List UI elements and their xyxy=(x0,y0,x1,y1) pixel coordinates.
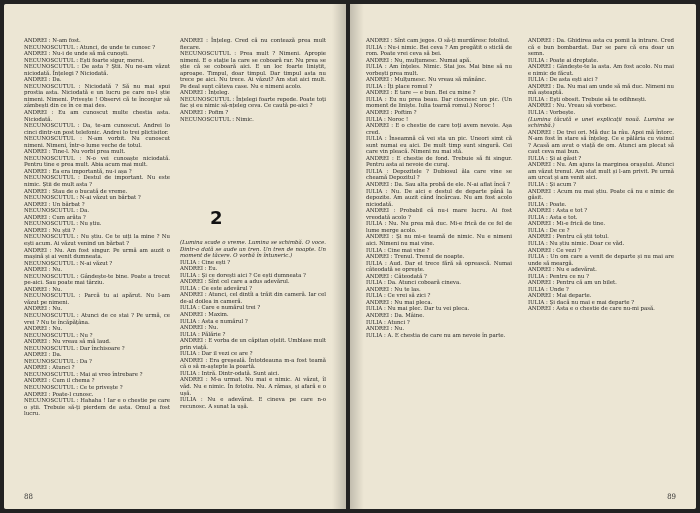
dialogue-line: IULIA : Și dacă nu mai e mai departe ? xyxy=(528,299,635,306)
dialogue-line: IULIA : Nu. De aici e destul de departe până la depozite. Am auzit când încărcau. Nu am fost acolo niciodată. xyxy=(366,188,512,208)
dialogue-line: IULIA : Pălărie ? xyxy=(180,331,226,338)
gutter-shadow xyxy=(332,4,346,509)
dialogue-line: IULIA : Dar il vezi ce are ? xyxy=(180,351,253,358)
dialogue-line: ANDREI : Pentru că am un bilet. xyxy=(528,280,617,287)
dialogue-line: NECUNOSCUTUL : Hahaha ! Iar e o chestie pe care o știi. Trebuie să-ți pierdem de asta. Omul a fost lucru. xyxy=(24,398,170,418)
dialogue-line: ANDREI : Stau de o bucată de vreme. xyxy=(24,188,128,195)
dialogue-line: NECUNOSCUTUL : Nu știu. Ce te uiți la mine ? Nu ești acum. Ai văzut venind un bărbat ? xyxy=(24,234,170,247)
dialogue-line: IULIA : Unde ? xyxy=(528,286,569,293)
dialogue-line: ANDREI : Asta e tot ? xyxy=(528,208,588,215)
dialogue-line: ANDREI : Nu mai pleca. xyxy=(366,299,433,306)
left-page xyxy=(4,4,346,509)
dialogue-line: NECUNOSCUTUL : Atunci, de unde te cunosc ? xyxy=(24,44,156,51)
dialogue-line: ANDREI : Nu, mulțumesc. Numai apă. xyxy=(366,57,471,64)
dialogue-line: ANDREI : Nu te las. xyxy=(366,286,421,293)
dialogue-line: NECUNOSCUTUL : Dar închisoare ? xyxy=(24,345,125,352)
dialogue-line: ANDREI : Eu am cunoscut multe chestia asta. Niciodată. xyxy=(24,110,170,123)
dialogue-line: ANDREI : M-a urmat. Nu mai e nimic. Ai văzut, îl văd. Nu e nimic. În fotoliu. Nu. A rămas, și afară e o ușă. xyxy=(180,377,326,397)
dialogue-line: ANDREI : Era greșeală. Întotdeauna m-a fost teamă că o să m-aștepte la poartă. xyxy=(180,357,326,371)
dialogue-line: ANDREI : Un bărbat ? xyxy=(24,201,85,208)
dialogue-line: NECUNOSCUTUL : De asta ? Știi. Nu ne-am văzut niciodată. Înțelegi ? Niciodată. xyxy=(24,64,170,77)
left-page-column-1 xyxy=(24,38,170,418)
dialogue-line: IULIA : Poate. xyxy=(528,201,567,208)
dialogue-line: NECUNOSCUTUL : Mai ai vreo întrebare ? xyxy=(24,371,143,378)
dialogue-line: IULIA : Asta e tot. xyxy=(528,214,578,221)
dialogue-line: NECUNOSCUTUL : Destul de important. Nu este nimic. Știi de mult asta ? xyxy=(24,175,170,189)
dialogue-line: IULIA : Care e numărul trei ? xyxy=(180,305,261,312)
dialogue-line: NECUNOSCUTUL : Prea mult ? Nimeni. Apropie nimeni. E o stație la care se coboară rar. Nu prea se știe că se coboară aici. E un loc foarte liniștit, aproape. Timpul, doar timpul. Dar timpul asta nu trece pe aici. Nu trece. Ai văzut? Am stat aici mult. Pe deal sunt câteva case. Nu e nimeni acolo. xyxy=(180,51,326,90)
dialogue-line: ANDREI : Nu știi ? xyxy=(24,227,76,234)
dialogue-line: IULIA : A. E chestia de care nu am nevoie în parte. xyxy=(366,332,506,339)
dialogue-line: ANDREI : Da. Sau alta probă de ele. N-ai aflat încă ? xyxy=(366,182,511,189)
dialogue-line: NECUNOSCUTUL : Ce te privește ? xyxy=(24,384,123,391)
dialogue-line: ANDREI : Nu. xyxy=(24,267,63,274)
right-page xyxy=(350,4,696,509)
left-page-act-column xyxy=(180,240,326,410)
dialogue-line: NECUNOSCUTUL : Ești foarte sigur, mersi. xyxy=(24,57,145,64)
dialogue-line: IULIA : De asta ești aici ? xyxy=(528,77,598,84)
dialogue-line: IULIA : Atunci ? xyxy=(366,319,410,326)
dialogue-line: NECUNOSCUTUL : Parcă tu ai apărut. Nu l-am văzut pe nimeni. xyxy=(24,293,170,306)
gutter-shadow xyxy=(350,4,364,509)
dialogue-line: IULIA : Nu știu nimic. Doar ce văd. xyxy=(528,240,625,247)
dialogue-line: IULIA : Noroc ! xyxy=(366,116,409,123)
dialogue-line: ANDREI : Pentru că știi totul. xyxy=(528,234,609,241)
page-number-right: 89 xyxy=(667,493,676,501)
dialogue-line: NECUNOSCUTUL : Da ? xyxy=(24,358,92,365)
dialogue-line: ANDREI : Probabil că nu-i mare lucru. Ai fost vreodată acolo ? xyxy=(366,208,512,221)
dialogue-line: ANDREI : Gândește-te la asta. Am fost acolo. Nu mai e nimic de făcut. xyxy=(528,64,674,77)
dialogue-line: IULIA : Asta e numărul ? xyxy=(180,318,248,325)
dialogue-line: IULIA : Aud. Dar el trece fără să oprească. Numai câteodată se oprește. xyxy=(366,260,512,274)
dialogue-line: ANDREI : Atunci ? xyxy=(24,365,75,372)
dialogue-line: IULIA : Da. Atunci coboară cineva. xyxy=(366,280,461,287)
dialogue-line: ANDREI : Atunci, cel dintîi a trăit din cameră. Iar cel de-al doilea in cameră. xyxy=(180,292,326,305)
dialogue-line: ANDREI : Sînt cel care a adus adevărul. xyxy=(180,279,290,286)
dialogue-line: ANDREI : Acum nu mai știu. Poate că nu e nimic de găsit. xyxy=(528,188,674,202)
dialogue-line: ANDREI : Nu. Vreau să vorbesc. xyxy=(528,103,617,110)
dialogue-line: ANDREI : Da. xyxy=(24,352,62,359)
dialogue-line: IULIA : Am înțeles. Nimic. Stai jos. Mai bine să nu vorbești prea mult. xyxy=(366,64,512,77)
dialogue-line: ANDREI : Înțeleg. Cred că nu contează prea mult fiecare. xyxy=(180,38,326,51)
dialogue-line: NECUNOSCUTUL : Nimic. xyxy=(180,116,254,123)
dialogue-line: IULIA : Ce vrei să zici ? xyxy=(366,293,431,300)
dialogue-line: ANDREI : Sînt cam jegos. O să-ți murdăresc fotoliul. xyxy=(366,38,510,44)
dialogue-line: IULIA : Și ai găsit ? xyxy=(528,155,582,162)
dialogue-line: ANDREI : Tine-l. Nu vorbi prea mult. xyxy=(24,149,126,156)
dialogue-line: IULIA : Pentru ce nu ? xyxy=(528,273,589,280)
dialogue-line: IULIA : Și acum ? xyxy=(528,182,577,189)
dialogue-line: ANDREI : Cum il chema ? xyxy=(24,378,95,385)
page-number-left: 88 xyxy=(24,493,33,501)
dialogue-line: (Lumina tăcută e unei explicații nouă. Lumina se schimbă.) xyxy=(528,116,674,130)
dialogue-line: ANDREI : Înțeleg. xyxy=(180,90,230,97)
dialogue-line: ANDREI : Nu vreau să mă laud. xyxy=(24,339,111,346)
dialogue-line: IULIA : Poate ai dreptate. xyxy=(528,57,599,64)
dialogue-line: IULIA : Eu nu prea beau. Dar ciocnesc un pic. (Un moment de liniște. Iulia toarnă romul.) Noroc ! xyxy=(366,96,512,110)
left-page-column-2 xyxy=(180,38,326,123)
dialogue-line: NECUNOSCUTUL : N-ai văzut ? xyxy=(24,260,113,267)
dialogue-line: IULIA : Înseamnă că vei sta un pic. Uneori simt că sunt numai eu aici. De mult timp sunt singură. Cei care vin pleacă. Nimeni nu mai stă. xyxy=(366,136,512,156)
dialogue-line: (Lumina scade o vreme. Lumina se schimbă. O voce. Dintr-o dată se aude un tren. Un tren de noapte. Un moment de tăcere. O vorbă în întuneric.) xyxy=(180,240,326,260)
dialogue-line: ANDREI : Nu e adevărat. xyxy=(528,267,597,274)
dialogue-line: ANDREI : Maxim. xyxy=(180,312,229,319)
dialogue-line: ANDREI : Ce vezi ? xyxy=(528,247,581,254)
dialogue-line: IULIA : Îți place romul ? xyxy=(366,83,433,90)
dialogue-line: ANDREI : Nu. xyxy=(366,326,405,333)
dialogue-line: NECUNOSCUTUL : N-am vorbit. Nu cunoscut nimeni. Nimeni, într-o lume veche de totul. xyxy=(24,136,170,149)
dialogue-line: ANDREI : Eu. xyxy=(180,266,218,273)
dialogue-line: IULIA : Vorbește. xyxy=(528,110,576,117)
right-page-column-2 xyxy=(528,38,674,313)
dialogue-line: ANDREI : Mulțumesc. Nu vreau să mănânc. xyxy=(366,77,487,84)
dialogue-line: ANDREI : Mi-e frică de tine. xyxy=(528,221,606,228)
dialogue-line: ANDREI : Da. Mâine. xyxy=(366,312,425,319)
dialogue-line: ANDREI : N-am fost. xyxy=(24,38,81,44)
dialogue-line: ANDREI : Nu. xyxy=(24,286,63,293)
dialogue-line: IULIA : Un om care a venit de departe și nu mai are unde să meargă. xyxy=(528,254,674,267)
dialogue-line: NECUNOSCUTUL : Înțelegi foarte repede. Poate toți fac și eu nimic să-nțeleg ceva. Ce caută pe-aici ? xyxy=(180,96,326,110)
dialogue-line: ANDREI : Trenul. Trenul de noapte. xyxy=(366,254,465,261)
dialogue-line: ANDREI : Cum arăta ? xyxy=(24,214,86,221)
dialogue-line: IULIA : Depozitele ? Dubiosul ăla care vine se cheamă Depozitul ? xyxy=(366,168,512,182)
dialogue-line: IULIA : Cine ești ? xyxy=(180,259,231,266)
dialogue-line: ANDREI : Nu. xyxy=(24,306,63,313)
dialogue-line: ANDREI : Poftim ? xyxy=(366,110,417,117)
right-page-column-1 xyxy=(366,38,512,339)
dialogue-line: ANDREI : Poate-l cunosc. xyxy=(24,391,94,398)
dialogue-line: ANDREI : E tare — e bun. Bei cu mine ? xyxy=(366,90,476,97)
dialogue-line: ANDREI : E vorba de un căpitan oțelit. Umblase mult prin viață. xyxy=(180,338,327,351)
dialogue-line: NECUNOSCUTUL : Nu știu. xyxy=(24,221,102,228)
dialogue-line: ANDREI : Câteodată ? xyxy=(366,273,427,280)
dialogue-line: ANDREI : Nu. Am ajuns la marginea orașului. Atunci am văzut trenul. Am stat mult și l-am privit. Pe urmă am urcat și am venit aici. xyxy=(528,162,674,182)
dialogue-line: NECUNOSCUTUL : Da. xyxy=(24,208,90,215)
dialogue-line: ANDREI : Da. xyxy=(24,77,62,84)
dialogue-line: IULIA : Nu mai plec. Dar tu vei pleca. xyxy=(366,306,470,313)
dialogue-line: IULIA : Ce este adevărul ? xyxy=(180,285,253,292)
dialogue-line: ANDREI : Și nu mi-e teamă de nimic. Nu e nimeni aici. Nimeni nu mai vine. xyxy=(366,234,512,247)
dialogue-line: NECUNOSCUTUL : Niciodată ? Să nu mai spui prostia asta. Niciodată e un lucru pe care nu-l știe nimeni. Nimeni. Privește ! Observi că te înconjur să zâmbești din ce în ce mai des. xyxy=(24,83,170,110)
dialogue-line: ANDREI : Ea era importantă, nu-i așa ? xyxy=(24,168,132,175)
dialogue-line: ANDREI : Da. Ghidirea asta cu pomii la intrare. Cred că e bun bombardat. Dar se pare că era doar un semn. xyxy=(528,38,674,58)
dialogue-line: ANDREI : Nu-i de unde să mă cunoști. xyxy=(24,51,129,58)
dialogue-line: NECUNOSCUTUL : Gândește-te bine. Poate a trecut pe-aici. Sau poate mai târziu. xyxy=(24,273,170,287)
dialogue-line: ANDREI : De trei ori. Mă duc la râu. Apoi mă întorc. N-am fost în stare să înțeleg. Ce e pălăria cu visinul ? Acasă am avut o viață de om. Atunci am plecat să caut ceva mai bun. xyxy=(528,129,674,156)
dialogue-line: NECUNOSCUTUL : N-ai văzut un bărbat ? xyxy=(24,195,141,202)
dialogue-line: ANDREI : Asta e o chestie de care nu-mi pasă. xyxy=(528,306,655,313)
dialogue-line: ANDREI : Nu. xyxy=(24,326,63,333)
dialogue-line: ANDREI : E chestie de fond. Trebuie să fii singur. Pentru asta ai nevoie de curaj. xyxy=(366,155,512,169)
dialogue-line: ANDREI : Mai departe. xyxy=(528,293,592,300)
dialogue-line: ANDREI : Pofim ? xyxy=(180,110,229,117)
dialogue-line: ANDREI : Nu. xyxy=(180,325,219,332)
dialogue-line: IULIA : Și ce dorești aici ? Ce ești dumneata ? xyxy=(180,272,306,279)
dialogue-line: IULIA : Cine mai vine ? xyxy=(366,247,430,254)
dialogue-line: IULIA : Intră. Dintr-odată. Sunt aici. xyxy=(180,370,280,377)
dialogue-line: IULIA : Nu-i nimic. Bei ceva ? Am pregătit o sticlă de rom. Poate vrei ceva să bei. xyxy=(366,44,512,58)
dialogue-line: IULIA : Nu e adevărat. E cineva pe care n-o recunosc. A sunat la ușă. xyxy=(180,397,326,410)
act-number: 2 xyxy=(210,208,223,229)
dialogue-line: ANDREI : E o chestie de care toți avem nevoie. Așa cred. xyxy=(366,123,512,136)
dialogue-line: ANDREI : Nu. Am fost singur. Pe urmă am auzit o mașină și ai venit dumneata. xyxy=(24,247,170,261)
dialogue-line: NECUNOSCUTUL : N-o vei cunoaște niciodată. Pentru tine e prea mult. Abia acum mai mult. xyxy=(24,155,170,169)
dialogue-line: IULIA : Ești obosit. Trebuie să te odihnești. xyxy=(528,96,647,103)
dialogue-line: IULIA : Nu. Nu prea mă duc. Mi-e frică de ce fel de lume merge acolo. xyxy=(366,221,512,234)
dialogue-line: ANDREI : Da. Nu mai am unde să mă duc. Nimeni nu mă așteaptă. xyxy=(528,83,674,97)
dialogue-line: NECUNOSCUTUL : Nu ? xyxy=(24,332,93,339)
dialogue-line: IULIA : De ce ? xyxy=(528,227,570,234)
dialogue-line: NECUNOSCUTUL : Atunci de ce stai ? Pe urmă, ce vrei ? Nu te încăpățâna. xyxy=(24,312,170,326)
dialogue-line: NECUNOSCUTUL : Da, te-am cunoscut. Andrei lo cinci dintr-un post telefonic. Andrei lo trei plictisitor. xyxy=(24,123,170,136)
